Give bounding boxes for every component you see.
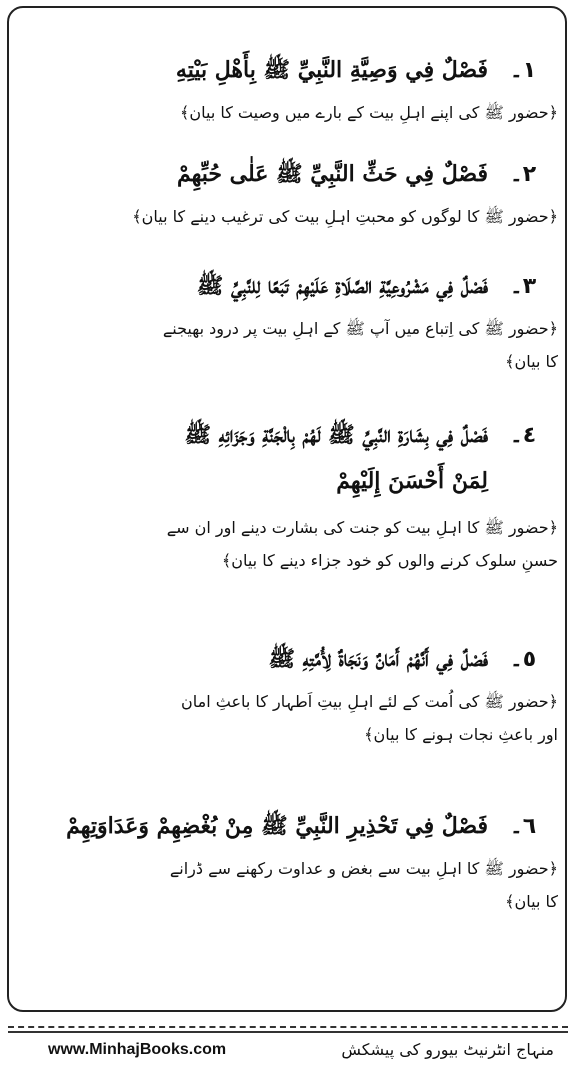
- urdu-description-line-2: کا بیان﴾: [505, 352, 558, 371]
- chapter-number: ٣۔: [509, 274, 537, 299]
- chapter-heading: [14, 645, 558, 685]
- footer-divider-solid: [8, 1031, 568, 1033]
- chapter-number: ١۔: [509, 58, 537, 83]
- urdu-description: ﴿حضور ﷺ کی اپنے اہلِ بیت کے بارے میں وصیت کا بیان﴾: [179, 103, 558, 122]
- chapter-number: ٤۔: [509, 423, 537, 448]
- chapter-entry-6: [14, 812, 558, 918]
- arabic-title: فَصْلٌ فِي مَشْرُوعِيَّةِ الصَّلَاةِ عَلَيْهِمْ تَبَعًا لِلنَّبِيِّ ﷺ: [196, 273, 488, 299]
- chapter-number: ٦۔: [509, 814, 537, 839]
- chapter-heading: [14, 421, 558, 461]
- chapter-entry-5: [14, 645, 558, 751]
- footer-divider-dashed: [8, 1026, 568, 1028]
- chapter-entry-2: [14, 160, 558, 233]
- chapter-entry-3: [14, 272, 558, 378]
- arabic-title: فَصْلٌ فِي تَحْذِيرِ النَّبِيِّ ﷺ مِنْ بُغْضِهِمْ وَعَدَاوَتِهِمْ: [66, 813, 488, 839]
- chapter-number: ٢۔: [509, 162, 537, 187]
- urdu-description-line-1: ﴿حضور ﷺ کی اُمت کے لئے اہلِ بیتِ اَطہار کا باعثِ امان: [181, 692, 558, 711]
- chapter-entry-4: [14, 421, 558, 577]
- arabic-title-continued: لِمَنْ أَحْسَنَ إِلَيْهِمْ: [336, 468, 488, 494]
- urdu-description-line-2: اور باعثِ نجات ہونے کا بیان﴾: [364, 725, 558, 744]
- footer-website: www.MinhajBooks.com: [48, 1041, 227, 1058]
- arabic-title: فَصْلٌ فِي وَصِيَّةِ النَّبِيِّ ﷺ بِأَهْلِ بَيْتِهِ: [175, 57, 488, 83]
- chapter-heading: [14, 56, 558, 96]
- chapter-heading: [14, 160, 558, 200]
- arabic-title: فَصْلٌ فِي حَثِّ النَّبِيِّ ﷺ عَلٰى حُبِّهِمْ: [176, 161, 488, 187]
- urdu-description-line-1: ﴿حضور ﷺ کا اہلِ بیت سے بغض و عداوت رکھنے سے ڈرانے: [169, 859, 558, 878]
- footer-credit: منہاج انٹرنیٹ بیورو کی پیشکش: [341, 1040, 554, 1059]
- urdu-description-line-2: کا بیان﴾: [505, 892, 558, 911]
- urdu-description: ﴿حضور ﷺ کا لوگوں کو محبتِ اہلِ بیت کی ترغیب دینے کا بیان﴾: [132, 207, 558, 226]
- chapter-entry-1: [14, 56, 558, 129]
- arabic-title: فَصْلٌ فِي بِشَارَةِ النَّبِيِّ ﷺ لَهُمْ بِالْجَنَّةِ وَجَزَائِهِ ﷺ: [184, 422, 488, 448]
- urdu-description-line-1: ﴿حضور ﷺ کا اہلِ بیت کو جنت کی بشارت دینے اور ان سے: [166, 518, 558, 537]
- chapter-number: ٥۔: [509, 647, 537, 672]
- urdu-description-line-1: ﴿حضور ﷺ کی اِتباع میں آپ ﷺ کے اہلِ بیت پر درود بھیجنے: [162, 319, 558, 338]
- urdu-description-line-2: حسنِ سلوک کرنے والوں کو خود جزاء دینے کا بیان﴾: [221, 551, 558, 570]
- chapter-heading: [14, 272, 558, 312]
- chapter-heading: [14, 812, 558, 852]
- arabic-title: فَصْلٌ فِي أَنَّهُمْ أَمَانٌ وَنَجَاةٌ لِأُمَّتِهِ ﷺ: [268, 646, 488, 672]
